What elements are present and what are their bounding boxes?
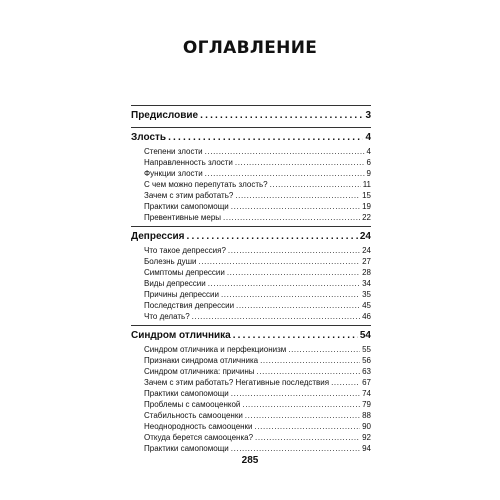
subsection-title: Откуда берется самооценка? bbox=[144, 433, 254, 442]
toc-subsection-entry[interactable] bbox=[131, 245, 371, 256]
subsection-page-number: 67 bbox=[362, 378, 371, 387]
toc-chapter-entry[interactable] bbox=[131, 328, 371, 344]
subsection-title: Функции злости bbox=[144, 169, 203, 178]
dot-leader bbox=[242, 399, 360, 410]
dot-leader bbox=[231, 443, 360, 454]
toc-subsection-entry[interactable] bbox=[131, 300, 371, 311]
dot-leader bbox=[208, 278, 360, 289]
subsection-page-number: 74 bbox=[362, 389, 371, 398]
page-title: ОГЛАВЛЕНИЕ bbox=[182, 38, 318, 58]
toc-subsection-entry[interactable] bbox=[131, 190, 371, 201]
subsection-title: Практики самопомощи bbox=[144, 389, 229, 398]
chapter-page-number: 24 bbox=[359, 231, 371, 242]
toc-subsection-entry[interactable] bbox=[131, 344, 371, 355]
toc-subsection-entry[interactable] bbox=[131, 432, 371, 443]
dot-leader bbox=[331, 377, 360, 388]
dot-leader bbox=[228, 245, 360, 256]
subsection-title: Зачем с этим работать? Негативные последствия bbox=[144, 378, 330, 387]
subsection-page-number: 90 bbox=[362, 422, 371, 431]
toc-subsection-entry[interactable] bbox=[131, 146, 371, 157]
subsection-page-number: 27 bbox=[362, 257, 371, 266]
dot-leader bbox=[235, 157, 365, 168]
subsection-title: Что делать? bbox=[144, 312, 190, 321]
toc-subsection-entry[interactable] bbox=[131, 278, 371, 289]
subsection-title: Зачем с этим работать? bbox=[144, 191, 234, 200]
subsection-page-number: 94 bbox=[362, 444, 371, 453]
subsection-title: Проблемы с самооценкой bbox=[144, 400, 241, 409]
subsection-title: Симптомы депрессии bbox=[144, 268, 225, 277]
subsection-page-number: 56 bbox=[362, 356, 371, 365]
table-of-contents bbox=[131, 105, 371, 457]
subsection-page-number: 9 bbox=[366, 169, 371, 178]
dot-leader bbox=[255, 421, 361, 432]
subsection-page-number: 55 bbox=[362, 345, 371, 354]
toc-subsection-entry[interactable] bbox=[131, 168, 371, 179]
subsection-page-number: 45 bbox=[362, 301, 371, 310]
toc-subsection-entry[interactable] bbox=[131, 377, 371, 388]
toc-section bbox=[131, 127, 371, 226]
toc-subsection-entry[interactable] bbox=[131, 256, 371, 267]
subsection-page-number: 4 bbox=[366, 147, 371, 156]
subsection-title: Синдром отличника: причины bbox=[144, 367, 255, 376]
subsection-title: Неоднородность самооценки bbox=[144, 422, 253, 431]
dot-leader bbox=[221, 289, 360, 300]
chapter-title: Предисловие bbox=[131, 110, 199, 121]
toc-section bbox=[131, 105, 371, 127]
dot-leader bbox=[288, 344, 360, 355]
chapter-page-number: 3 bbox=[365, 110, 371, 121]
subsection-page-number: 79 bbox=[362, 400, 371, 409]
subsection-page-number: 88 bbox=[362, 411, 371, 420]
subsection-title: Превентивные меры bbox=[144, 213, 222, 222]
toc-chapter-entry[interactable] bbox=[131, 130, 371, 146]
toc-subsection-entry[interactable] bbox=[131, 267, 371, 278]
dot-leader bbox=[233, 328, 358, 344]
toc-chapter-entry[interactable] bbox=[131, 229, 371, 245]
subsection-title: Причины депрессии bbox=[144, 290, 219, 299]
subsection-page-number: 19 bbox=[362, 202, 371, 211]
subsection-title: Степени злости bbox=[144, 147, 203, 156]
subsection-title: Практики самопомощи bbox=[144, 202, 229, 211]
subsection-title: Синдром отличника и перфекционизм bbox=[144, 345, 287, 354]
dot-leader bbox=[231, 201, 360, 212]
subsection-page-number: 35 bbox=[362, 290, 371, 299]
toc-subsection-entry[interactable] bbox=[131, 289, 371, 300]
dot-leader bbox=[227, 267, 360, 278]
dot-leader bbox=[168, 130, 363, 146]
subsection-title: С чем можно перепутать злость? bbox=[144, 180, 268, 189]
subsection-title: Практики самопомощи bbox=[144, 444, 229, 453]
dot-leader bbox=[231, 388, 360, 399]
toc-subsection-entry[interactable] bbox=[131, 212, 371, 223]
dot-leader bbox=[257, 366, 361, 377]
toc-section bbox=[131, 325, 371, 457]
subsection-title: Что такое депрессия? bbox=[144, 246, 226, 255]
subsection-title: Последствия депрессии bbox=[144, 301, 235, 310]
dot-leader bbox=[236, 300, 360, 311]
subsection-page-number: 28 bbox=[362, 268, 371, 277]
subsection-title: Стабильность самооценки bbox=[144, 411, 243, 420]
dot-leader bbox=[192, 311, 360, 322]
subsection-page-number: 34 bbox=[362, 279, 371, 288]
subsection-title: Болезнь души bbox=[144, 257, 197, 266]
toc-chapter-entry[interactable] bbox=[131, 108, 371, 124]
page-number: 285 bbox=[241, 455, 259, 466]
subsection-page-number: 6 bbox=[366, 158, 371, 167]
dot-leader bbox=[245, 410, 360, 421]
subsection-page-number: 15 bbox=[362, 191, 371, 200]
dot-leader bbox=[223, 212, 360, 223]
chapter-title: Синдром отличника bbox=[131, 330, 231, 341]
chapter-page-number: 4 bbox=[365, 132, 371, 143]
dot-leader bbox=[205, 146, 365, 157]
toc-subsection-entry[interactable] bbox=[131, 388, 371, 399]
subsection-page-number: 24 bbox=[362, 246, 371, 255]
dot-leader bbox=[200, 108, 363, 124]
toc-subsection-entry[interactable] bbox=[131, 443, 371, 454]
dot-leader bbox=[199, 256, 361, 267]
toc-subsection-entry[interactable] bbox=[131, 355, 371, 366]
toc-subsection-entry[interactable] bbox=[131, 179, 371, 190]
subsection-page-number: 63 bbox=[362, 367, 371, 376]
toc-subsection-entry[interactable] bbox=[131, 157, 371, 168]
toc-subsection-entry[interactable] bbox=[131, 421, 371, 432]
chapter-title: Депрессия bbox=[131, 231, 185, 242]
subsection-title: Направленность злости bbox=[144, 158, 233, 167]
subsection-page-number: 46 bbox=[362, 312, 371, 321]
toc-subsection-entry[interactable] bbox=[131, 311, 371, 322]
chapter-title: Злость bbox=[131, 132, 167, 143]
dot-leader bbox=[260, 355, 360, 366]
toc-subsection-entry[interactable] bbox=[131, 366, 371, 377]
toc-subsection-entry[interactable] bbox=[131, 410, 371, 421]
subsection-page-number: 92 bbox=[362, 433, 371, 442]
subsection-title: Признаки синдрома отличника bbox=[144, 356, 259, 365]
subsection-title: Виды депрессии bbox=[144, 279, 206, 288]
chapter-page-number: 54 bbox=[359, 330, 371, 341]
dot-leader bbox=[205, 168, 365, 179]
dot-leader bbox=[270, 179, 361, 190]
dot-leader bbox=[255, 432, 360, 443]
subsection-page-number: 11 bbox=[362, 180, 371, 189]
toc-subsection-entry[interactable] bbox=[131, 399, 371, 410]
dot-leader bbox=[187, 229, 358, 245]
toc-section bbox=[131, 226, 371, 325]
toc-subsection-entry[interactable] bbox=[131, 201, 371, 212]
dot-leader bbox=[235, 190, 360, 201]
subsection-page-number: 22 bbox=[362, 213, 371, 222]
